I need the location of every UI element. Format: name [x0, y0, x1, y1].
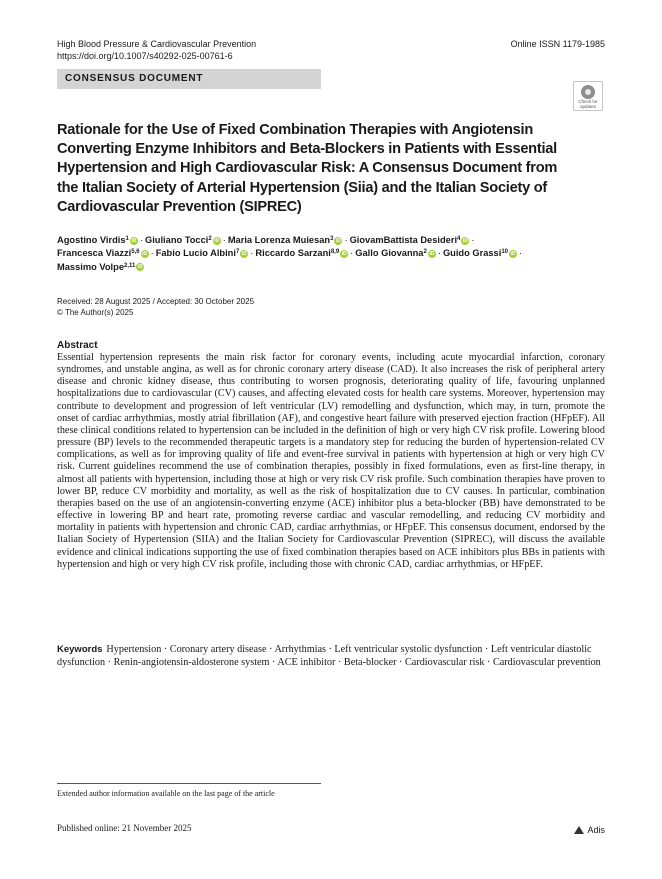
orcid-icon[interactable]: iD [510, 250, 516, 257]
author-name-text: Riccardo Sarzani [255, 248, 331, 259]
author-name[interactable] [57, 262, 144, 272]
author-name-text: Agostino Virdis [57, 235, 126, 245]
author-name[interactable] [145, 235, 221, 245]
published-date: Published online: 21 November 2025 [57, 823, 192, 833]
orcid-icon[interactable]: iD [241, 250, 247, 257]
abstract-heading: Abstract [57, 340, 98, 351]
author-name[interactable] [355, 248, 436, 258]
orcid-icon[interactable]: iD [214, 237, 220, 244]
author-name-text: GiovamBattista Desideri [349, 235, 458, 245]
affiliation-number: 2,11 [124, 262, 136, 269]
orcid-icon[interactable]: iD [131, 237, 137, 244]
adis-triangle-icon [574, 826, 584, 834]
article-title: Rationale for the Use of Fixed Combination Therapies with Angiotensin Converting Enzyme Inhibitors and Beta-Blockers in Patients with Essential Hypertension and High Cardiovascular Risk: A Consensus Document from the Italian Society of Arterial Hypertension (Siia) and the Italian Society of Cardiovascular Prevention (SIPREC) [57, 122, 558, 215]
publisher-name: Adis [587, 825, 605, 835]
keywords-text: Hypertension · Coronary artery disease · Arrhythmias · Left ventricular systolic dysfunction · Left ventricular diastolic dysfunction · Renin-angiotensin-aldosterone system · ACE inhibitor · Beta-blocker · Cardiovascular risk · Cardiovascular prevention [57, 644, 601, 668]
author-name[interactable] [156, 248, 249, 258]
received-accepted-date: Received: 28 August 2025 / Accepted: 30 October 2025 [57, 297, 255, 306]
abstract-text: Essential hypertension represents the main risk factor for coronary events, including acute myocardial infarction, coronary syndromes, and unstable angina, as well as for chronic coronary artery disease (CAD). It also increases the risk of peripheral artery disease and chronic kidney disease, thus contributing to worsen prognosis, deteriorating quality of life, favouring unplanned hospitalizations due to cardiovascular (CV) causes, and affecting elevated costs for health care systems. Moreover, hypertension may contribute to development and progression of left ventricular (LV) remodelling and dysfunction, which may, in turn, promote the onset of cardiac arrhythmias, mostly atrial fibrillation (AF), and congestive heart failure with preserved ejection fraction (HFpEF). All these clinical conditions related to hypertension can be included in the definition of high or very high CV risk profile. Lowering blood pressure (BP) levels to the recommended therapeutic targets is a mandatory step for reducing the burden of hypertension-related CV complications, as well as for improving quality of life and event-free survival in patients with hypertension at high or very high CV risk. Current guidelines recommend the use of combination therapies, possibly in fixed formulations, even as first-line therapy, in almost all patients with hypertension, including those at high or very risk CV risk profile. Such combination therapies have proven to lower BP, reduce CV morbidity and mortality, as well as the risk of hospitalization due to CV causes. In particular, combination therapies based on the use of an angiotensin-converting enzyme (ACE) inhibitor plus a beta-blocker (BB) have demonstrated to be effective in lowering BP and heart rate, promoting reverse cardiac and vascular remodelling, and reducing CV morbidity and mortality in patients with hypertension and chronic CAD, cardiac arrhythmias, or HFpEF. This consensus document, endorsed by the Italian Society of Hypertension (SIIA) and the Italian Society for Cardiovascular Prevention (SIPREC), will discuss the available evidence and clinical indications supporting the use of fixed combination therapies based on ACE inhibitors plus BBs in patients with hypertension and high or very high CV risk profile, including those with chronic CAD, cardiac arrhythmias, or HFpEF. [57, 352, 605, 570]
orcid-icon[interactable]: iD [462, 237, 468, 244]
issn: Online ISSN 1179-1985 [510, 39, 605, 49]
author-separator: · [150, 248, 154, 259]
copyright: © The Author(s) 2025 [57, 308, 134, 317]
affiliation-number: 1 [125, 236, 129, 242]
footnote-rule [57, 783, 321, 784]
affiliation-number: 2 [208, 236, 212, 242]
author-list [57, 234, 577, 274]
affiliation-number: 10 [501, 249, 509, 256]
author-name-text: Guido Grassi [442, 248, 502, 259]
author-name-text: Francesca Viazzi [57, 248, 132, 259]
author-name[interactable] [255, 248, 348, 258]
author-separator: · [471, 235, 475, 245]
orcid-icon[interactable]: iD [142, 250, 148, 257]
doi-link[interactable]: https://doi.org/10.1007/s40292-025-00761-6 [57, 51, 233, 61]
orcid-icon[interactable]: iD [341, 250, 347, 257]
check-updates-text-2: updates [579, 104, 596, 109]
journal-name: High Blood Pressure & Cardiovascular Prevention [57, 39, 257, 49]
author-separator: · [222, 235, 226, 245]
keywords [57, 643, 605, 669]
author-name-text: Maria Lorenza Muiesan [227, 235, 331, 245]
article-dates [57, 296, 254, 318]
document-type-banner: CONSENSUS DOCUMENT [57, 69, 321, 89]
author-separator: · [519, 248, 523, 259]
publisher-logo [574, 825, 605, 835]
author-name[interactable] [57, 248, 149, 258]
author-separator: · [437, 248, 441, 259]
author-name-text: Massimo Volpe [57, 261, 124, 272]
orcid-icon[interactable]: iD [137, 264, 143, 271]
orcid-icon[interactable]: iD [335, 237, 341, 244]
author-name[interactable] [350, 235, 470, 245]
author-name-text: Fabio Lucio Albini [155, 248, 236, 259]
keywords-label: Keywords [57, 644, 103, 655]
author-separator: · [139, 235, 143, 245]
author-name[interactable] [57, 235, 138, 245]
footnote: Extended author information available on the last page of the article [57, 789, 275, 798]
affiliation-number: 2 [423, 249, 427, 256]
author-name-text: Gallo Giovanna [355, 248, 424, 259]
author-separator: · [350, 248, 354, 259]
affiliation-number: 3 [330, 236, 334, 242]
author-name-text: Giuliano Tocci [144, 235, 209, 245]
check-for-updates-badge[interactable] [573, 81, 603, 111]
affiliation-number: 7 [235, 249, 240, 256]
author-separator: · [250, 248, 254, 259]
affiliation-number: 4 [457, 236, 461, 242]
crossmark-icon [581, 85, 595, 99]
affiliation-number: 8,9 [330, 249, 340, 256]
author-name[interactable] [443, 248, 517, 258]
affiliation-number: 5,6 [131, 249, 140, 256]
check-updates-text: Check for [578, 99, 598, 104]
author-separator: · [344, 235, 348, 245]
orcid-icon[interactable]: iD [429, 250, 435, 257]
author-name[interactable] [228, 235, 343, 245]
